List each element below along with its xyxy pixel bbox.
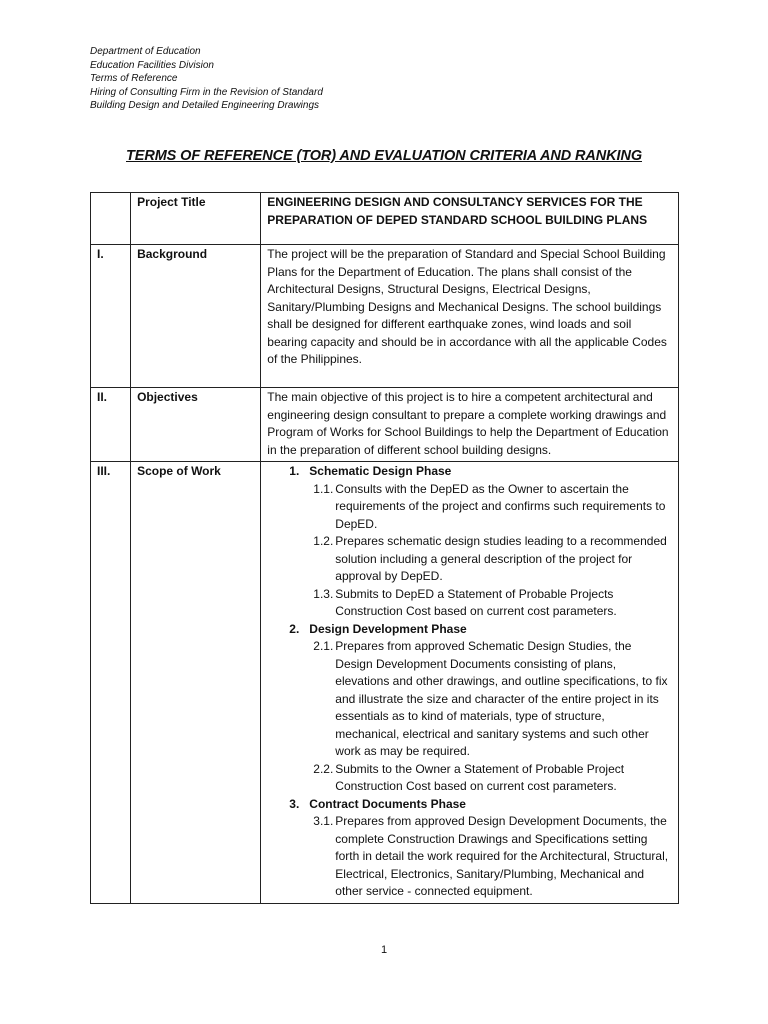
phase-heading <box>289 621 672 639</box>
row-number: II. <box>91 388 131 462</box>
row-label: Objectives <box>131 388 261 462</box>
item-text: Submits to the Owner a Statement of Probable Project Construction Cost based on current cost parameters. <box>335 761 625 793</box>
table-row-project-title <box>91 193 679 245</box>
document-header <box>90 45 323 113</box>
item-number: 2.1. <box>313 639 334 653</box>
item-number: 1.3. <box>313 586 334 601</box>
item-number: 2.2. <box>313 761 334 776</box>
phase-heading <box>289 796 672 814</box>
header-line: Building Design and Detailed Engineering Drawings <box>90 100 320 111</box>
project-title-text: ENGINEERING DESIGN AND CONSULTANCY SERVICES FOR THE PREPARATION OF DEPED STANDARD SCHOOL BUILDING PLANS <box>261 193 679 245</box>
phase-title: Design Development Phase <box>309 621 467 636</box>
table-row-background <box>91 245 679 388</box>
document-title: TERMS OF REFERENCE (TOR) AND EVALUATION CRITERIA AND RANKING <box>126 148 642 164</box>
background-text: The project will be the preparation of Standard and Special School Building Plans for the Department of Education. The plans shall consist of the Architectural Designs, Structural Designs, Electrical Designs, Sanitary/Plumbing Designs and Mechanical Designs. The school buildings shall be designed for different earthquake zones, wind loads and soil bearing capacity and should be in accordance with all the applicable Codes of the Philippines. <box>261 245 679 388</box>
list-item <box>313 481 672 534</box>
page-number: 1 <box>380 944 388 956</box>
item-number: 1.1. <box>313 481 334 496</box>
phase-number: 2. <box>289 621 300 636</box>
row-number <box>91 193 131 245</box>
header-line: Department of Education <box>90 46 201 57</box>
phase-title: Schematic Design Phase <box>309 464 452 478</box>
tor-table <box>90 192 679 904</box>
phase-number: 3. <box>289 796 300 811</box>
item-text: Consults with the DepED as the Owner to ascertain the requirements of the project and confirms such requirements to DepED. <box>335 481 666 531</box>
header-line: Terms of Reference <box>90 73 178 84</box>
list-item <box>313 533 672 586</box>
row-number: I. <box>91 245 131 388</box>
item-text: Prepares from approved Design Development Documents, the complete Construction Drawings and Specifications setting forth in detail the work required for the Architectural, Structural, Electrical, Electronics, Sanitary/Plumbing, Mechanical and other service - connected equipment. <box>335 814 669 898</box>
list-item <box>313 761 672 796</box>
item-text: Submits to DepED a Statement of Probable Projects Construction Cost based on current cost parameters. <box>335 586 617 618</box>
header-line: Education Facilities Division <box>90 59 214 71</box>
phase-title: Contract Documents Phase <box>309 796 466 811</box>
row-label: Project Title <box>131 193 261 245</box>
item-text: Prepares schematic design studies leading to a recommended solution including a general description of the project for approval by DepED. <box>335 534 667 583</box>
list-item <box>313 586 672 621</box>
table-row-objectives <box>91 388 679 462</box>
item-number: 1.2. <box>313 534 334 548</box>
header-line: Hiring of Consulting Firm in the Revision of Standard <box>90 86 323 98</box>
list-item <box>313 813 672 901</box>
list-item <box>313 638 672 761</box>
row-label: Scope of Work <box>131 462 261 904</box>
objectives-text: The main objective of this project is to hire a competent architectural and engineering design consultant to prepare a complete working drawings and Program of Works for School Buildings to help the Department of Education in the preparation of different school building designs. <box>261 388 679 462</box>
item-text: Prepares from approved Schematic Design Studies, the Design Development Documents consisting of plans, elevations and other drawings, and outline specifications, to fix and illustrate the size and character of the entire project in its essentials as to kind of materials, type of structure, mechanical, electrical and sanitary systems and such other work as may be required. <box>335 639 668 758</box>
phase-number: 1. <box>289 464 300 478</box>
row-label: Background <box>131 245 261 388</box>
row-number: III. <box>91 462 131 904</box>
item-number: 3.1. <box>313 814 334 828</box>
table-row-scope-of-work <box>91 462 679 904</box>
phase-heading <box>289 463 672 481</box>
scope-of-work-content <box>261 462 679 904</box>
